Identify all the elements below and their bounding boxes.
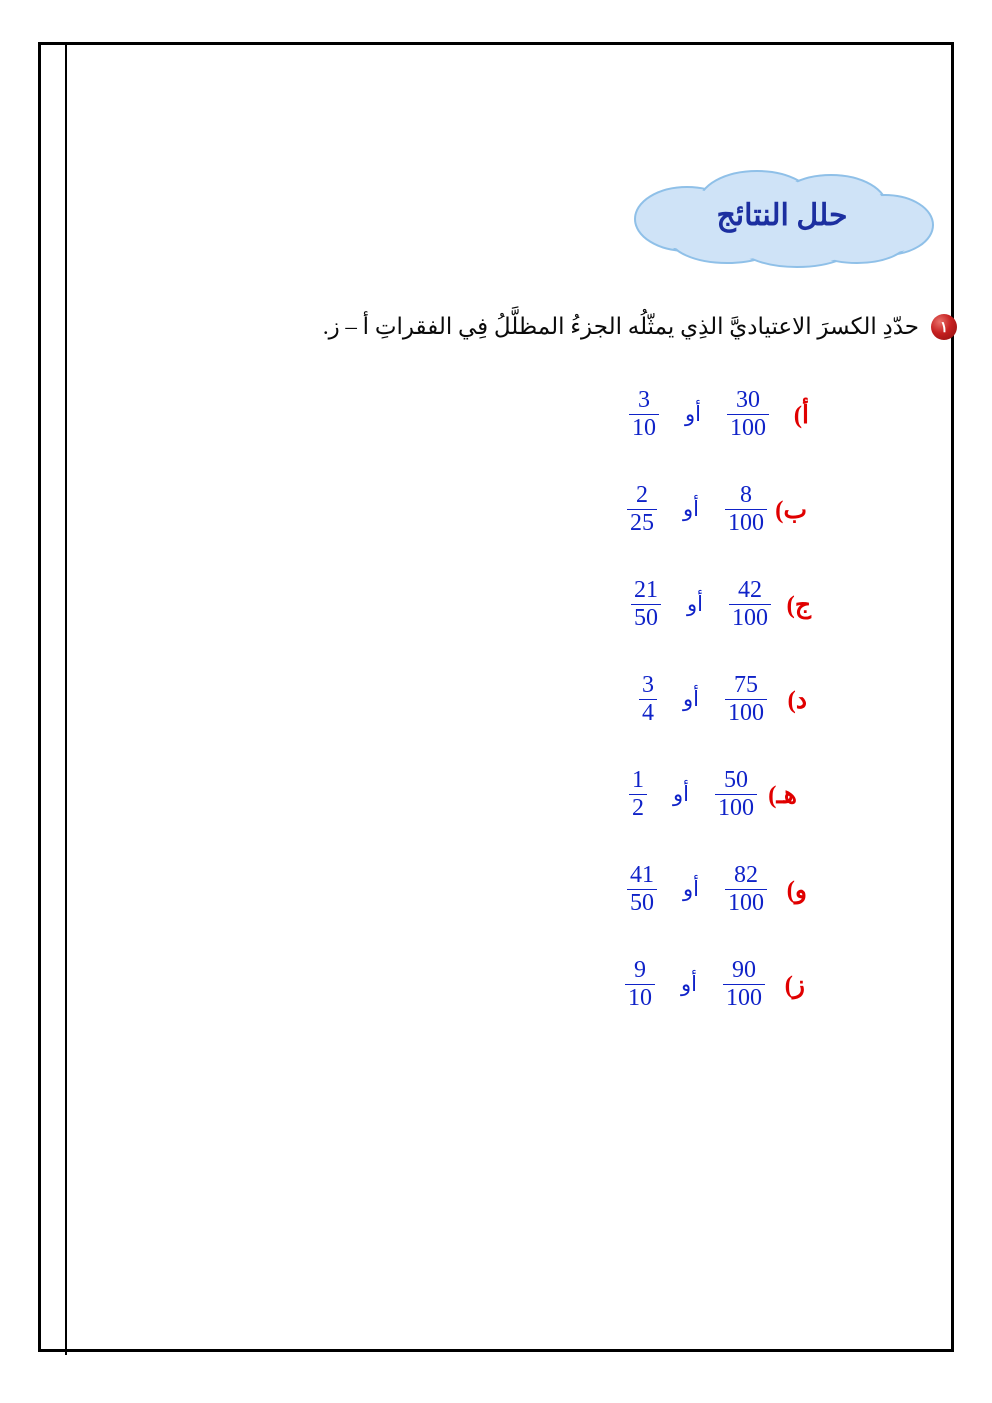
fraction-second <box>627 863 657 916</box>
fraction-denominator: 50 <box>627 889 657 916</box>
or-word: أو <box>685 402 701 426</box>
fraction-denominator: 10 <box>625 984 655 1011</box>
fraction-denominator: 100 <box>729 604 771 631</box>
answer-row <box>101 557 957 652</box>
or-word: أو <box>683 687 699 711</box>
answer-row <box>101 367 957 462</box>
fraction-denominator: 100 <box>727 414 769 441</box>
answer-row <box>101 462 957 557</box>
fraction-first <box>729 578 771 631</box>
or-word: أو <box>687 592 703 616</box>
answer-label: هـ) <box>768 781 797 809</box>
fraction-numerator: 2 <box>636 481 649 508</box>
page-border-outer <box>38 42 954 1352</box>
fraction-denominator: 100 <box>715 794 757 821</box>
fraction-denominator: 4 <box>639 699 657 726</box>
fraction-denominator: 50 <box>631 604 661 631</box>
fraction-first <box>725 673 767 726</box>
fraction-numerator: 9 <box>634 956 647 983</box>
fraction-first <box>725 863 767 916</box>
or-word: أو <box>681 972 697 996</box>
fraction-first <box>727 388 769 441</box>
fraction-denominator: 100 <box>725 509 767 536</box>
fraction-denominator: 10 <box>629 414 659 441</box>
fraction-numerator: 8 <box>740 481 752 508</box>
fraction-numerator: 1 <box>632 766 645 793</box>
fraction-numerator: 41 <box>630 861 655 888</box>
fraction-first <box>723 958 765 1011</box>
fraction-numerator: 90 <box>732 956 756 983</box>
answer-label: أ) <box>793 401 809 429</box>
fraction-second <box>639 673 657 726</box>
fraction-first <box>725 483 767 536</box>
answer-row <box>101 747 957 842</box>
fraction-denominator: 2 <box>629 794 647 821</box>
fraction-numerator: 75 <box>734 671 758 698</box>
worksheet-content <box>101 105 957 1385</box>
fraction-numerator: 50 <box>724 766 748 793</box>
fraction-second <box>629 388 659 441</box>
answer-label: ز) <box>784 971 805 999</box>
fraction-second <box>627 483 657 536</box>
fraction-numerator: 3 <box>642 671 655 698</box>
question-text: حدّدِ الكسرَ الاعتياديَّ الذِي يمثّلُه الجزءُ المظلَّلُ فِي الفقراتِ أ – ز. <box>322 314 919 339</box>
fraction-denominator: 25 <box>627 509 657 536</box>
answer-label: ب) <box>775 496 807 524</box>
answer-row <box>101 842 957 937</box>
answers-list <box>101 367 957 1032</box>
or-word: أو <box>673 782 689 806</box>
fraction-numerator: 3 <box>638 386 651 413</box>
fraction-numerator: 30 <box>736 386 760 413</box>
fraction-numerator: 21 <box>634 576 659 603</box>
page-title: حلل النتائج <box>716 199 848 232</box>
answer-label: ج) <box>786 591 811 619</box>
answer-label: د) <box>787 686 807 714</box>
answer-row <box>101 652 957 747</box>
question-row <box>101 310 957 345</box>
fraction-denominator: 100 <box>725 699 767 726</box>
fraction-second <box>625 958 655 1011</box>
fraction-denominator: 100 <box>723 984 765 1011</box>
question-number-badge: ١ <box>931 314 957 340</box>
or-word: أو <box>683 497 699 521</box>
answer-label: و) <box>786 876 807 904</box>
fraction-second <box>629 768 647 821</box>
fraction-second <box>631 578 661 631</box>
or-word: أو <box>683 877 699 901</box>
answer-row <box>101 937 957 1032</box>
fraction-numerator: 42 <box>738 576 762 603</box>
fraction-first <box>715 768 757 821</box>
fraction-numerator: 82 <box>734 861 758 888</box>
cloud-banner <box>617 167 947 272</box>
fraction-denominator: 100 <box>725 889 767 916</box>
